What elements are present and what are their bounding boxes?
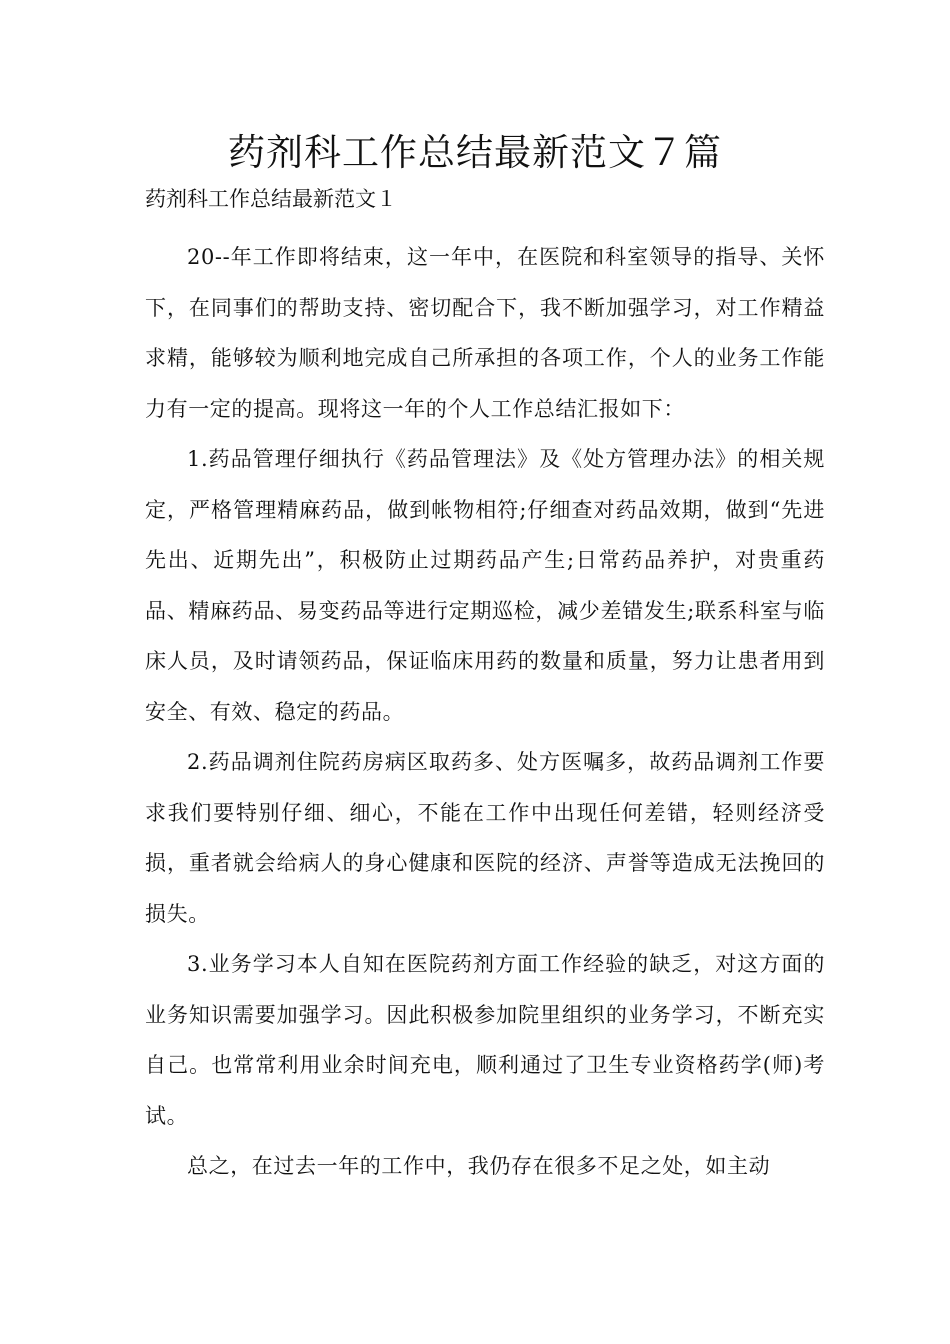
paragraph: 1.药品管理仔细执行《药品管理法》及《处方管理办法》的相关规定，严格管理精麻药品，做到帐物相符;仔细查对药品效期，做到“先进先出、近期先出”，积极防止过期药品产生;日常药品养护，对贵重药品、精麻药品、易变药品等进行定期巡检，减少差错发生;联系科室与临床人员，及时请领药品，保证临床用药的数量和质量，努力让患者用到安全、有效、稳定的药品。	[145, 447, 825, 724]
paragraph: 3.业务学习本人自知在医院药剂方面工作经验的缺乏，对这方面的业务知识需要加强学习。因此积极参加院里组织的业务学习，不断充实自己。也常常利用业余时间充电，顺利通过了卫生专业资格药学(师)考试。	[145, 952, 825, 1128]
document-body	[145, 232, 825, 1192]
paragraph: 总之，在过去一年的工作中，我仍存在很多不足之处，如主动	[187, 1154, 771, 1178]
paragraph: 20--年工作即将结束，这一年中，在医院和科室领导的指导、关怀下，在同事们的帮助支持、密切配合下，我不断加强学习，对工作精益求精，能够较为顺利地完成自己所承担的各项工作，个人的业务工作能力有一定的提高。现将这一年的个人工作总结汇报如下：	[145, 245, 825, 421]
document-title: 药剂科工作总结最新范文７篇	[228, 131, 722, 174]
paragraph: 2.药品调剂住院药房病区取药多、处方医嘱多，故药品调剂工作要求我们要特别仔细、细心，不能在工作中出现任何差错，轻则经济受损，重者就会给病人的身心健康和医院的经济、声誉等造成无法挽回的损失。	[145, 750, 825, 926]
document-subtitle: 药剂科工作总结最新范文１	[145, 187, 397, 211]
